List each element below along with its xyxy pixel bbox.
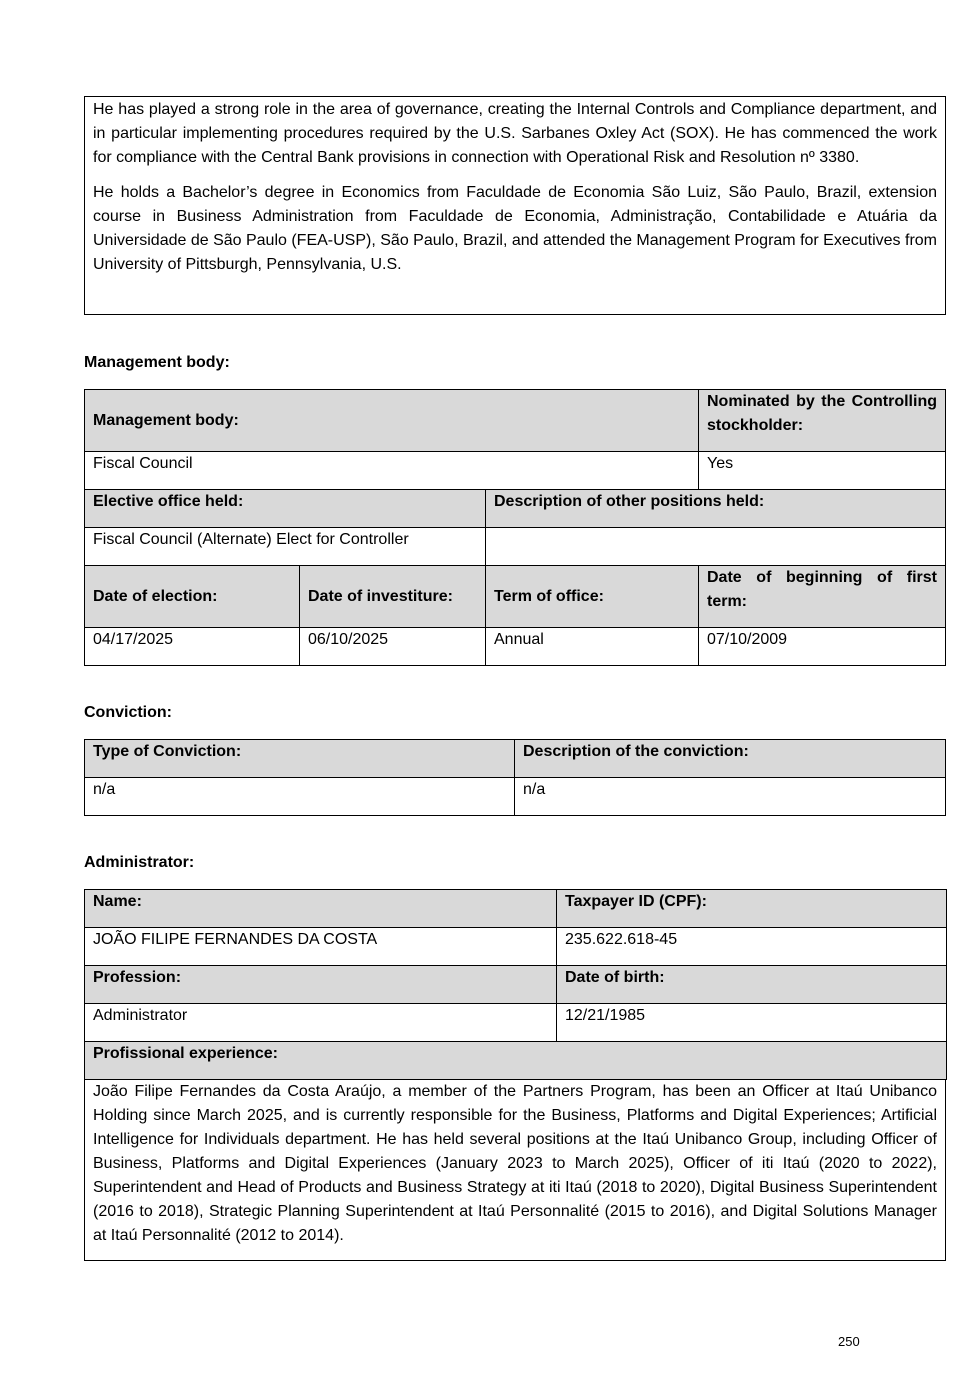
birth-date-label: Date of birth:: [557, 966, 947, 1004]
conviction-type-label: Type of Conviction:: [85, 740, 515, 778]
profession-value: Administrator: [85, 1004, 557, 1042]
election-date-value: 04/17/2025: [85, 628, 300, 666]
term-label: Term of office:: [486, 566, 699, 628]
administrator-table: [84, 889, 947, 1080]
administrator-heading: Administrator:: [84, 854, 195, 871]
management-heading: Management body:: [84, 354, 230, 371]
previous-experience-box: [84, 96, 946, 315]
other-positions-value: [486, 528, 946, 566]
management-body-label: Management body:: [85, 390, 699, 452]
name-value: JOÃO FILIPE FERNANDES DA COSTA: [85, 928, 557, 966]
term-value: Annual: [486, 628, 699, 666]
elective-office-value: Fiscal Council (Alternate) Elect for Controller: [85, 528, 486, 566]
experience-text: João Filipe Fernandes da Costa Araújo, a member of the Partners Program, has been an Officer at Itaú Unibanco Holding since March 2025, and is currently responsible for the Business, Platforms and Digital Experiences; Artificial Intelligence for Individuals department. He has held several positions at the Itaú Unibanco Group, including Officer of Business, Platforms and Digital Experiences (January 2023 to March 2025), Officer of iti Itaú (2020 to 2022), Superintendent and Head of Products and Business Strategy at iti Itaú (2018 to 2020), Digital Business Superintendent (2016 to 2018), Strategic Planning Superintendent at Itaú Personnalité (2015 to 2016), and Digital Solutions Manager at Itaú Personnalité (2012 to 2014).: [93, 1083, 937, 1244]
elective-office-label: Elective office held:: [85, 490, 486, 528]
nominated-value: Yes: [699, 452, 946, 490]
conviction-description-label: Description of the conviction:: [515, 740, 946, 778]
first-term-label: Date of beginning of first term:: [699, 566, 946, 628]
investiture-date-value: 06/10/2025: [300, 628, 486, 666]
experience-label: Profissional experience:: [85, 1042, 947, 1080]
conviction-heading: Conviction:: [84, 704, 172, 721]
name-label: Name:: [85, 890, 557, 928]
birth-date-value: 12/21/1985: [557, 1004, 947, 1042]
management-body-value: Fiscal Council: [85, 452, 699, 490]
cpf-value: 235.622.618-45: [557, 928, 947, 966]
education-paragraph: He holds a Bachelor’s degree in Economics from Faculdade de Economia São Luiz, São Paulo, Brazil, extension course in Business Administration from Faculdade de Economia, Administração, Contabilidade e Atuária da Universidade de São Paulo (FEA-USP), São Paulo, Brazil, and attended the Management Program for Executives from University of Pittsburgh, Pennsylvania, U.S.: [93, 184, 937, 273]
other-positions-label: Description of other positions held:: [486, 490, 946, 528]
governance-paragraph: He has played a strong role in the area of governance, creating the Internal Controls and Compliance department, and in particular implementing procedures required by the U.S. Sarbanes Oxley Act (SOX). He has commenced the work for compliance with the Central Bank provisions in connection with Operational Risk and Resolution nº 3380.: [93, 101, 937, 166]
investiture-date-label: Date of investiture:: [300, 566, 486, 628]
cpf-label: Taxpayer ID (CPF):: [557, 890, 947, 928]
conviction-description-value: n/a: [515, 778, 946, 816]
page-number: 250: [838, 1334, 860, 1349]
election-date-label: Date of election:: [85, 566, 300, 628]
conviction-table: [84, 739, 946, 816]
experience-box: [84, 1079, 946, 1261]
first-term-value: 07/10/2009: [699, 628, 946, 666]
conviction-type-value: n/a: [85, 778, 515, 816]
profession-label: Profession:: [85, 966, 557, 1004]
nominated-label: Nominated by the Controlling stockholder:: [699, 390, 946, 452]
management-table: [84, 389, 946, 666]
